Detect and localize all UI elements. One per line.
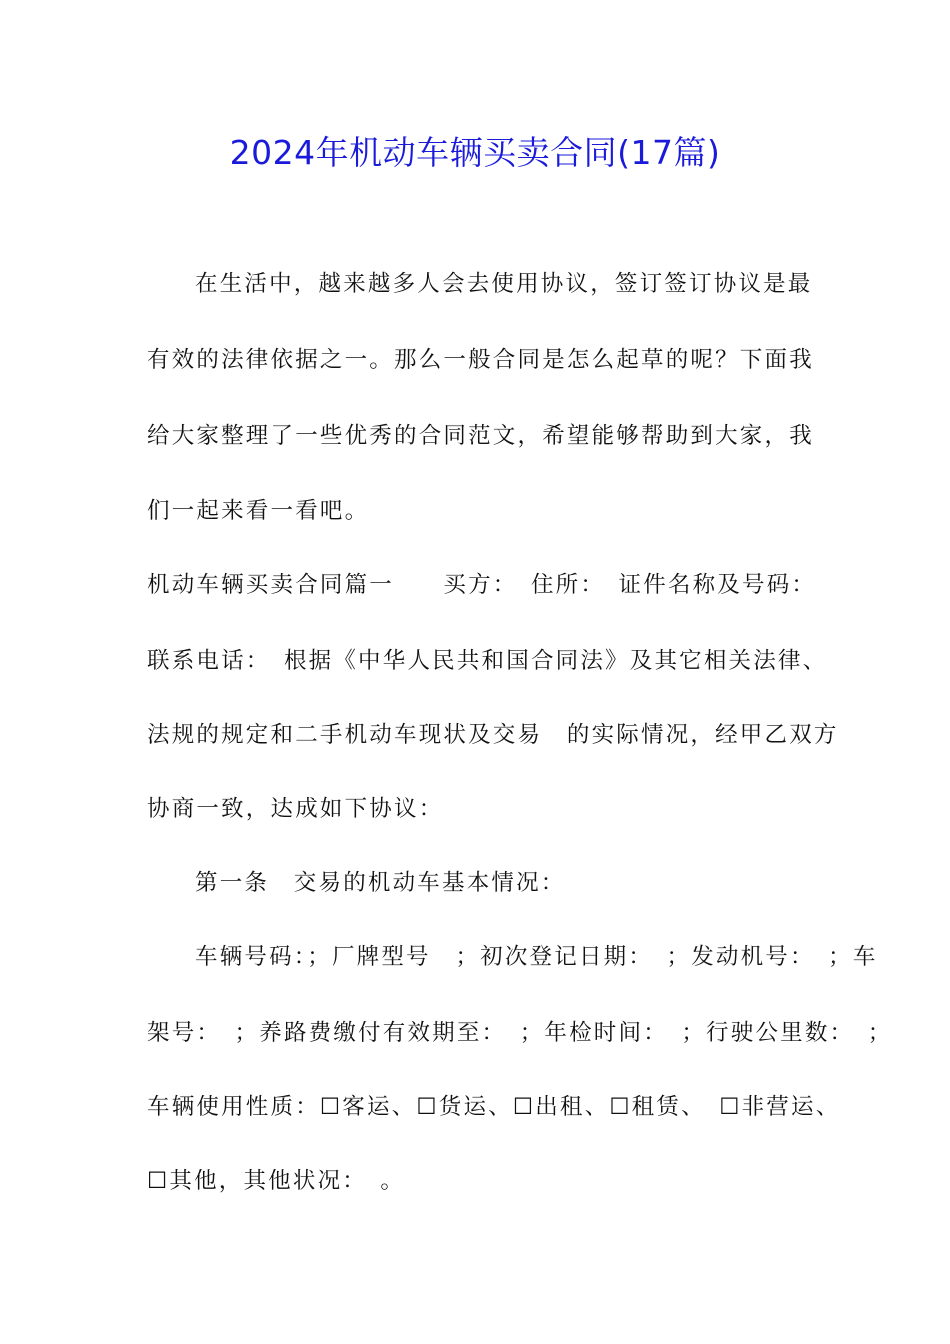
document-title: 2024年机动车辆买卖合同(17篇) — [229, 133, 721, 172]
paragraph-line: 给大家整理了一些优秀的合同范文，希望能够帮助到大家，我 — [147, 423, 814, 449]
paragraph-line: 架号： ；养路费缴付有效期至： ；年检时间： ；行驶公里数： ； — [147, 1020, 893, 1046]
paragraph-line: 机动车辆买卖合同篇一 买方： 住所： 证件名称及号码： — [147, 572, 817, 598]
paragraph-line: 有效的法律依据之一。那么一般合同是怎么起草的呢？下面我 — [147, 347, 814, 373]
paragraph-line: 法规的规定和二手机动车现状及交易 的实际情况，经甲乙双方 — [147, 722, 839, 748]
paragraph-line: 车辆使用性质：☐客运、☐货运、☐出租、☐租赁、 ☐非营运、 — [147, 1094, 841, 1120]
paragraph-line: ☐其他，其他状况： 。 — [147, 1168, 406, 1194]
paragraph-line: 们一起来看一看吧。 — [147, 498, 370, 524]
paragraph-line: 第一条 交易的机动车基本情况： — [195, 870, 566, 896]
paragraph-line: 协商一致，达成如下协议： — [147, 796, 444, 822]
paragraph-line: 车辆号码：；厂牌型号 ；初次登记日期： ；发动机号： ；车 — [195, 944, 878, 970]
paragraph-line: 在生活中，越来越多人会去使用协议，签订签订协议是最 — [195, 271, 813, 297]
paragraph-line: 联系电话： 根据《中华人民共和国合同法》及其它相关法律、 — [147, 648, 828, 674]
